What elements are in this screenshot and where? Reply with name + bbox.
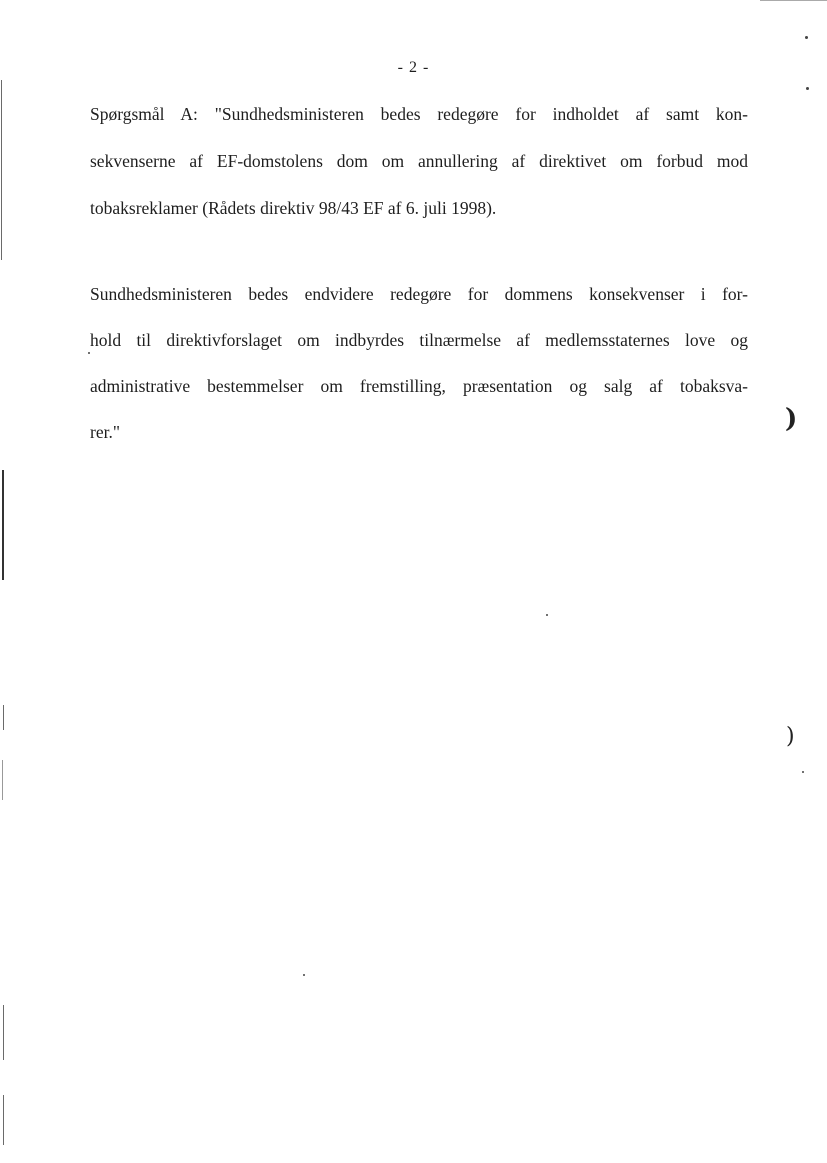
margin-mark-lower: ) <box>786 724 795 749</box>
left-scan-edge-1 <box>1 80 2 260</box>
question-line-1: Spørgsmål A: "Sundhedsministeren bedes redegøre for indholdet af samt kon- <box>90 104 748 124</box>
speck-3 <box>546 614 548 616</box>
speck-1 <box>805 36 808 39</box>
followup-line-1: Sundhedsministeren bedes endvidere redegøre for dommens konsekvenser i for- <box>90 284 748 304</box>
margin-mark-upper: ) <box>785 404 798 434</box>
speck-4 <box>303 974 305 976</box>
left-scan-edge-2 <box>2 470 4 580</box>
page-number: - 2 - <box>397 59 430 76</box>
speck-2 <box>806 87 809 90</box>
speck-6 <box>88 352 90 354</box>
left-scan-edge-5 <box>3 1005 4 1060</box>
left-scan-edge-3 <box>3 705 4 730</box>
speck-5 <box>802 771 804 773</box>
followup-line-3: administrative bestemmelser om fremstilling, præsentation og salg af tobaksva- <box>90 376 748 396</box>
question-line-2: sekvenserne af EF-domstolens dom om annullering af direktivet om forbud mod <box>90 151 748 171</box>
left-scan-edge-4 <box>2 760 3 800</box>
left-scan-edge-6 <box>3 1095 4 1145</box>
question-line-3: tobaksreklamer (Rådets direktiv 98/43 EF af 6. juli 1998). <box>90 198 497 218</box>
top-scan-edge <box>760 0 827 1</box>
followup-line-4: rer." <box>90 422 120 442</box>
followup-line-2: hold til direktivforslaget om indbyrdes tilnærmelse af medlemsstaternes love og <box>90 330 748 350</box>
